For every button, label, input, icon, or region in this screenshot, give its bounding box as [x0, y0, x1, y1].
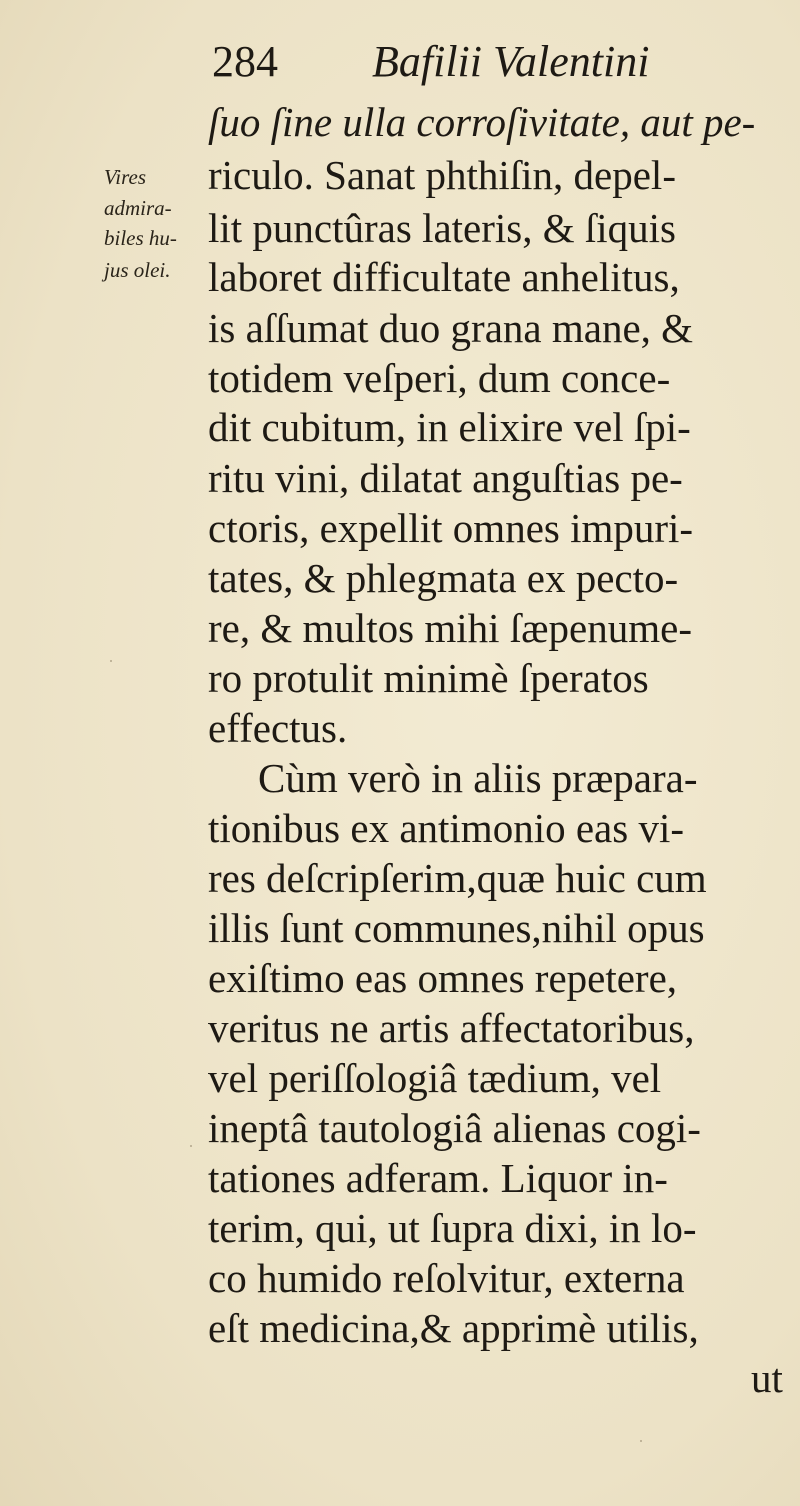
text-line [208, 305, 694, 351]
text-line-content: tionibus ex antimonio eas vi- [208, 805, 684, 851]
text-line-content: is aſſumat duo grana mane, & [208, 305, 694, 351]
paper-speck [110, 660, 112, 662]
text-line-content: terim, qui, ut ſupra dixi, in lo- [208, 1205, 697, 1251]
margin-note-line: Vires [104, 165, 146, 189]
text-line [208, 355, 671, 401]
text-line [208, 555, 679, 601]
text-line-content: ritu vini, dilatat anguſtias pe- [208, 455, 683, 501]
text-line-content: tationes adferam. Liquor in- [208, 1155, 668, 1201]
text-line [208, 805, 684, 851]
margin-note-line: admira- [104, 196, 172, 220]
text-line-content: res deſcripſerim,quæ huic cum [208, 855, 707, 901]
text-line [208, 455, 683, 501]
text-line-content: illis ſunt communes,nihil opus [208, 905, 705, 951]
text-line [208, 152, 676, 198]
paper-speck [640, 1440, 642, 1442]
text-line-content: dit cubitum, in elixire vel ſpi- [208, 404, 691, 450]
text-line-content: co humido reſolvitur, externa [208, 1255, 685, 1301]
page-number: 284 [212, 37, 278, 86]
text-line [208, 1155, 668, 1201]
text-line [208, 655, 649, 701]
paper-speck [190, 1145, 192, 1147]
text-line-content: exiſtimo eas omnes repetere, [208, 955, 678, 1001]
text-line [208, 1055, 662, 1101]
text-line [208, 254, 680, 300]
text-line-content: ſuo ſine ulla corroſivitate, aut pe- [208, 99, 756, 145]
text-line-content: ineptâ tautologiâ alienas cogi- [208, 1105, 701, 1151]
text-line-content: veritus ne artis affectatoribus, [208, 1005, 695, 1051]
text-line-content: totidem veſperi, dum conce- [208, 355, 671, 401]
text-line [208, 1205, 697, 1251]
running-head: Bafilii Valentini [372, 37, 650, 86]
text-line [208, 205, 677, 251]
text-line-content: re, & multos mihi ſæpenume- [208, 605, 692, 651]
text-line [208, 1005, 695, 1051]
text-line-content: eſt medicina,& apprimè utilis, [208, 1305, 699, 1351]
margin-note-line: jus olei. [104, 258, 171, 282]
page-header [0, 36, 800, 96]
margin-note-line: biles hu- [104, 226, 177, 250]
text-line [208, 99, 756, 145]
text-line-content: vel periſſologiâ tædium, vel [208, 1055, 662, 1101]
text-line-content: riculo. Sanat phthiſin, depel- [208, 152, 676, 198]
catchword: ut [751, 1355, 783, 1401]
text-line-content: tates, & phlegmata ex pecto- [208, 555, 679, 601]
text-line-content: lit punctûras lateris, & ſiquis [208, 205, 677, 251]
text-line [208, 705, 348, 751]
text-line [208, 855, 707, 901]
text-line [258, 755, 698, 801]
text-line [208, 404, 691, 450]
text-line [208, 905, 705, 951]
text-line-content: ctoris, expellit omnes impuri- [208, 505, 694, 551]
text-line [208, 955, 678, 1001]
text-line [208, 1305, 699, 1351]
text-line-content: effectus. [208, 705, 348, 751]
text-line [208, 605, 692, 651]
text-line-content: Cùm verò in aliis præpara- [258, 755, 698, 801]
text-line [208, 505, 694, 551]
text-line [208, 1105, 701, 1151]
text-line-content: ro protulit minimè ſperatos [208, 655, 649, 701]
text-line-content: laboret difficultate anhelitus, [208, 254, 680, 300]
text-line [208, 1255, 685, 1301]
